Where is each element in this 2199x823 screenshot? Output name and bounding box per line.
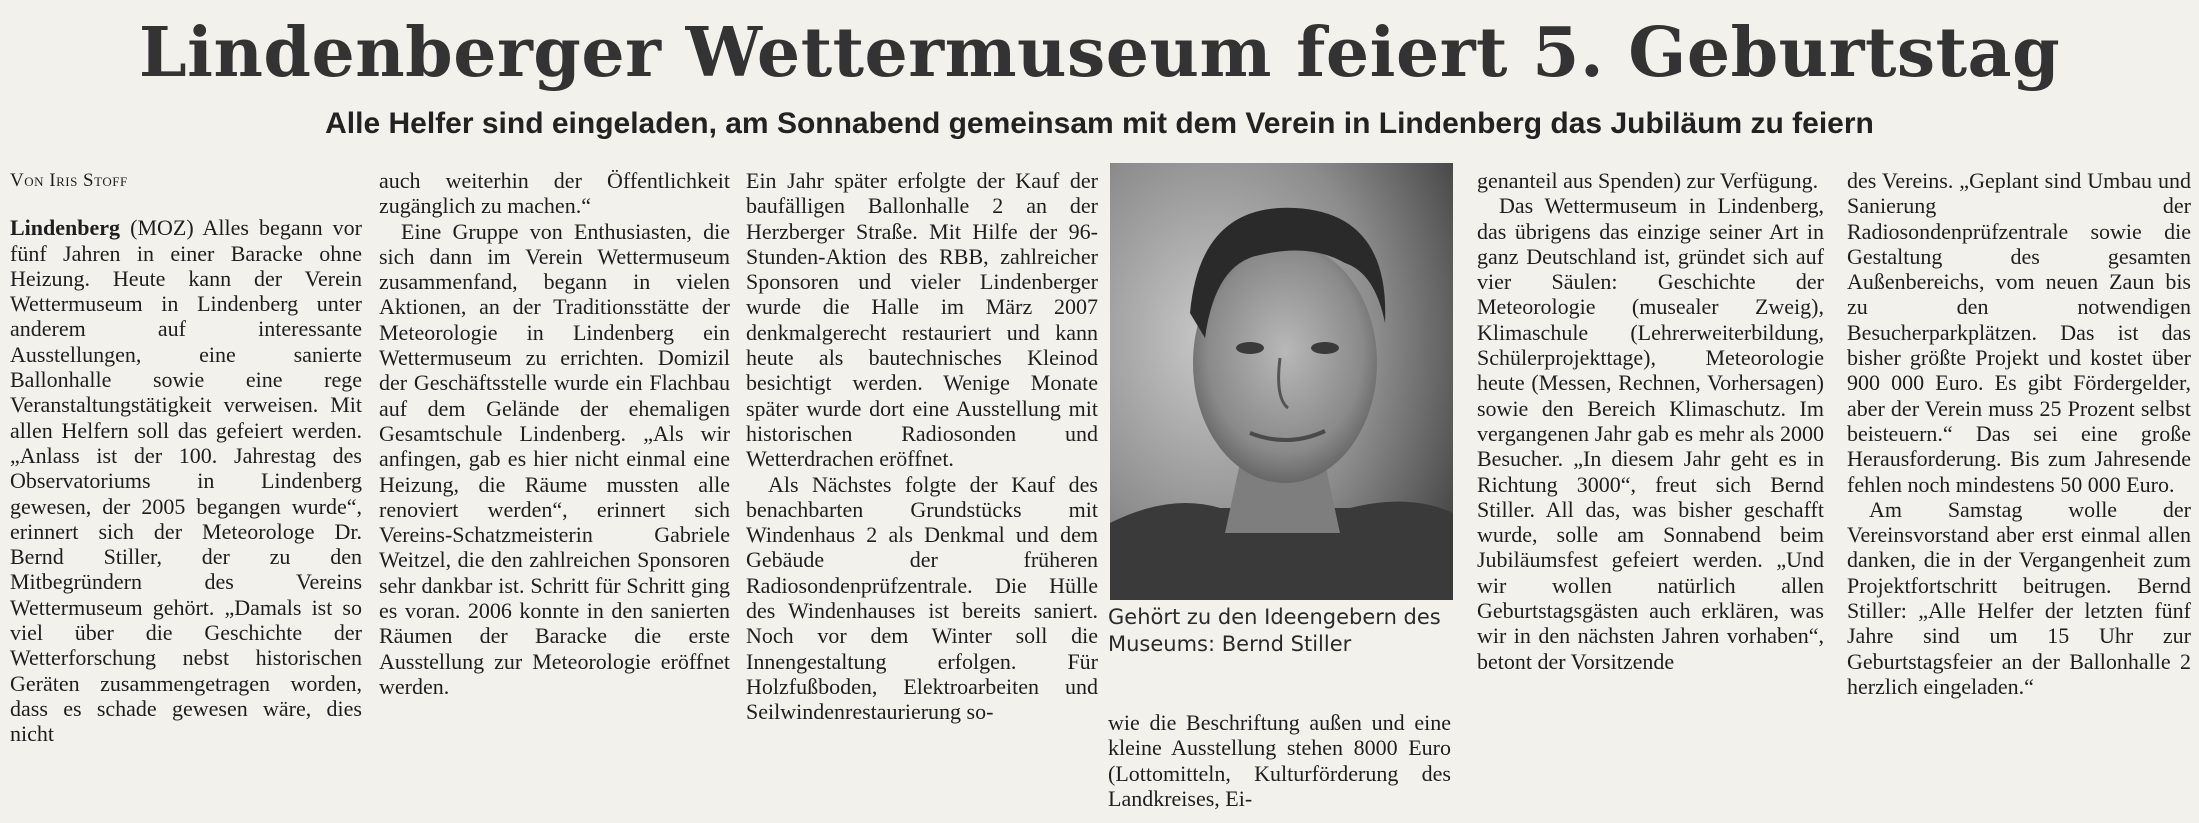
headline: Lindenberger Wettermuseum feiert 5. Geburtstag: [138, 13, 2061, 93]
article-column-4: [1108, 710, 1451, 811]
byline: Von Iris Stoff: [10, 170, 128, 191]
paragraph: des Vereins. „Geplant sind Umbau und Sanierung der Radiosondenprüfzentrale sowie die Gestaltung des gesamten Außenbereichs, vom neuen Zaun bis zu den notwendigen Besucherparkplätzen. Das ist das bisher größte Projekt und kostet über 900 000 Euro. Es gibt Fördergelder, aber der Verein muss 25 Prozent selbst beisteuern.“ Das sei eine große Herausforderung. Bis zum Jahresende fehlen noch mindestens 50 000 Euro.: [1847, 168, 2191, 497]
photo-caption: Gehört zu den Ideengebern des Museums: Bernd Stiller: [1108, 605, 1441, 656]
article-column-5: [1477, 168, 1824, 674]
article-column-2: [379, 168, 730, 699]
article-column-1: [10, 168, 362, 747]
paragraph: Das Wettermuseum in Lindenberg, das übrigens das einzige seiner Art in ganz Deutschland ist, gründet sich auf vier Säulen: Geschichte der Meteorologie (musealer Zweig), Klimaschule (Lehrerweiterbildung, Schülerprojekttage), Meteorologie heute (Messen, Rechnen, Vorhersagen) sowie den Bereich Klimaschutz. Im vergangenen Jahr gab es mehr als 2000 Besucher. „In diesem Jahr geht es in Richtung 3000“, freut sich Bernd Stiller. All das, was bisher geschafft wurde, solle am Sonnabend beim Jubiläumsfest gefeiert werden. „Und wir wollen natürlich allen Geburtstagsgästen auch erklären, was wir in den nächsten Jahren vorhaben“, betont der Vorsitzende: [1477, 193, 1824, 674]
paragraph: Ein Jahr später erfolgte der Kauf der baufälligen Ballonhalle 2 an der Herzberger Straße. Mit Hilfe der 96-Stunden-Aktion des RBB, zahlreicher Sponsoren und vieler Lindenberger wurde die Halle im März 2007 denkmalgerecht restauriert und kann heute als bautechnisches Kleinod besichtigt werden. Wenige Monate später wurde dort eine Ausstellung mit historischen Radiosonden und Wetterdrachen eröffnet.: [746, 168, 1098, 472]
paragraph-text: (MOZ) Alles begann vor fünf Jahren in einer Baracke ohne Heizung. Heute kann der Verein Wettermuseum in Lindenberg unter anderem auf interessante Ausstellungen, eine sanierte Ballonhalle sowie eine rege Veranstaltungstätigkeit verweisen. Mit allen Helfern soll das gefeiert werden. „Anlass ist der 100. Jahrestag des Observatoriums in Lindenberg gewesen, der 2005 begangen wurde“, erinnert sich der Meteorologe Dr. Bernd Stiller, der zu den Mitbegründern des Vereins Wettermuseum gehört. „Damals ist so viel über die Geschichte der Wetterforschung nebst historischen Geräten zusammengetragen worden, dass es schade gewesen wäre, dies nicht: [10, 215, 362, 747]
paragraph: wie die Beschriftung außen und eine kleine Ausstellung stehen 8000 Euro (Lottomitteln, Kulturförderung des Landkreises, Ei-: [1108, 710, 1451, 811]
subheadline: Alle Helfer sind eingeladen, am Sonnabend gemeinsam mit dem Verein in Lindenberg das Jubiläum zu feiern: [325, 107, 1874, 140]
paragraph: auch weiterhin der Öffentlichkeit zugänglich zu machen.“: [379, 168, 730, 219]
paragraph: Am Samstag wolle der Vereinsvorstand aber erst einmal allen danken, die in der Vergangenheit zum Projektfortschritt beitrugen. Bernd Stiller: „Alle Helfer der letzten fünf Jahre sind um 15 Uhr zur Geburtstagsfeier an der Ballonhalle 2 herzlich eingeladen.“: [1847, 496, 2191, 699]
article-column-6: [1847, 168, 2191, 699]
paragraph: Als Nächstes folgte der Kauf des benachbarten Grundstücks mit Windenhaus 2 als Denkmal und dem Gebäude der früheren Radiosondenprüfzentrale. Die Hülle des Windenhauses ist bereits saniert. Noch vor dem Winter soll die Innengestaltung erfolgen. Für Holzfußboden, Elektroarbeiten und Seilwindenrestaurierung so-: [746, 471, 1098, 725]
paragraph: genanteil aus Spenden) zur Verfügung.: [1477, 168, 1819, 193]
portrait-image: [1110, 163, 1453, 600]
article-column-3: [746, 168, 1098, 725]
dateline: Lindenberg: [10, 215, 121, 241]
paragraph: [10, 215, 362, 746]
paragraph: Eine Gruppe von Enthusiasten, die sich dann im Verein Wettermuseum zusammenfand, begann in vielen Aktionen, an der Traditionsstätte der Meteorologie in Lindenberg ein Wettermuseum zu errichten. Domizil der Geschäftsstelle wurde ein Flachbau auf dem Gelände der ehemaligen Gesamtschule Lindenberg. „Als wir anfingen, gab es hier nicht einmal eine Heizung, die Räume mussten alle renoviert werden“, erinnert sich Vereins-Schatzmeisterin Gabriele Weitzel, die den zahlreichen Sponsoren sehr dankbar ist. Schritt für Schritt ging es voran. 2006 konnte in den sanierten Räumen der Baracke die erste Ausstellung zur Meteorologie eröffnet werden.: [379, 218, 730, 699]
portrait-photo: [1110, 163, 1453, 600]
